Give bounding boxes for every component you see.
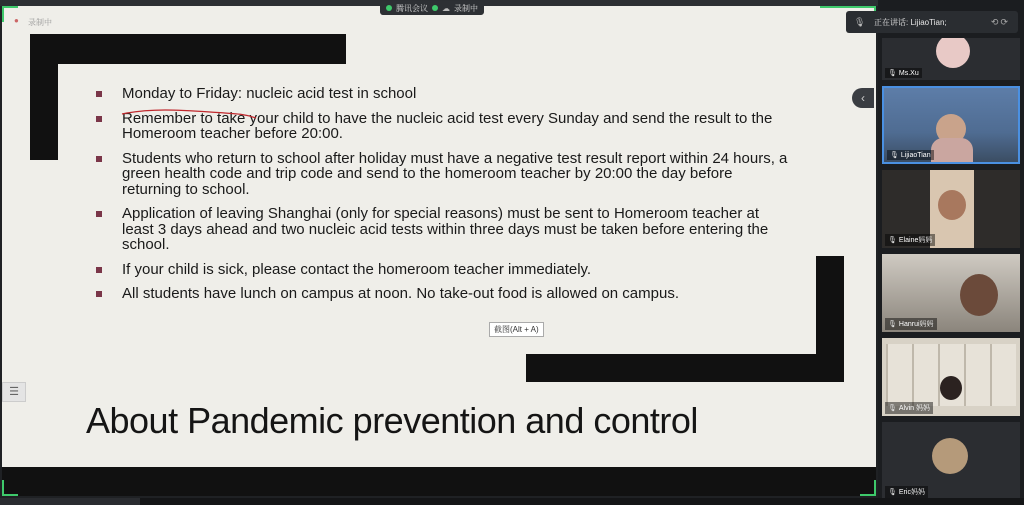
avatar	[960, 274, 998, 316]
mic-icon: 🎙	[888, 70, 897, 77]
meeting-app-name: 腾讯会议	[396, 3, 428, 13]
participant-name-tag	[885, 486, 928, 498]
meeting-recording-status: 录制中	[454, 3, 478, 13]
mic-icon: 🎙	[888, 405, 897, 412]
participant-name-tag	[885, 234, 935, 246]
avatar	[940, 376, 962, 400]
participant-tile-active[interactable]	[882, 86, 1020, 164]
participant-tile[interactable]	[882, 170, 1020, 248]
shared-screen-slide	[2, 3, 876, 496]
bullet-item	[94, 151, 794, 198]
status-dot-icon	[432, 5, 438, 11]
bullet-marker	[96, 291, 102, 297]
decor-bar-top	[30, 34, 346, 64]
signal-icon	[386, 5, 392, 11]
participant-name-tag	[885, 68, 922, 78]
participant-tile[interactable]	[882, 38, 1020, 80]
participant-name: Ms.Xu	[898, 69, 919, 77]
recording-icon: ●	[14, 16, 19, 25]
participant-name: LijiaoTian	[900, 151, 931, 159]
participant-name: Alvin 妈妈	[898, 405, 931, 412]
share-frame-corner	[2, 6, 18, 22]
bullet-item	[94, 206, 794, 253]
list-menu-icon[interactable]: ☰	[2, 382, 26, 402]
bullet-item	[94, 86, 794, 102]
speaking-indicator	[846, 11, 1018, 33]
participant-tile[interactable]	[882, 254, 1020, 332]
speaking-label: 正在讲话: LijiaoTian;	[874, 17, 947, 27]
mic-icon: 🎙	[888, 489, 897, 496]
collapse-panel-button[interactable]: ‹	[852, 88, 874, 108]
layout-icons[interactable]: ⟲⟳	[990, 16, 1010, 27]
bullet-text: Application of leaving Shanghai (only for special reasons) must be sent to Homeroom teacher at least 3 days ahead and two nucleic acid tests within three days must be taken before entering the school.	[122, 205, 769, 253]
bullet-item	[94, 286, 794, 302]
share-frame-corner	[2, 480, 18, 496]
annotation-underline	[120, 106, 260, 120]
decor-bottom-band	[2, 467, 876, 496]
share-frame-top	[820, 6, 860, 8]
mic-icon: 🎙	[888, 237, 897, 244]
taskbar	[0, 498, 1024, 505]
share-frame-corner	[860, 480, 876, 496]
participant-name-tag	[887, 150, 934, 160]
bullet-text: Remember to take your child to have the nucleic acid test every Sunday and send the result to the Homeroom teacher before 20:00.	[122, 109, 773, 142]
taskbar-item[interactable]	[0, 498, 140, 505]
bullet-marker	[96, 211, 102, 217]
bullet-marker	[96, 267, 102, 273]
recording-label: 录制中	[28, 18, 52, 27]
participant-tile[interactable]	[882, 422, 1020, 500]
mic-icon: 🎙	[888, 321, 897, 328]
bullet-marker	[96, 116, 102, 122]
decor-bar-left	[30, 34, 58, 160]
bullet-text: Monday to Friday: nucleic acid test in school	[122, 85, 417, 102]
bullet-item	[94, 262, 794, 278]
slide-title: About Pandemic prevention and control	[86, 400, 698, 441]
bullet-text: Students who return to school after holiday must have a negative test result report within 24 hours, a green health code and trip code and send to the homeroom teacher by 20:00 the day before returning to school.	[122, 149, 788, 198]
bullet-text: If your child is sick, please contact the homeroom teacher immediately.	[122, 260, 592, 278]
avatar-body	[931, 138, 973, 162]
participant-tile[interactable]	[882, 338, 1020, 416]
participant-name: Eric妈妈	[898, 489, 925, 496]
meeting-status-pill[interactable]	[380, 1, 484, 15]
avatar	[932, 438, 968, 474]
participant-name: Hanrui妈妈	[898, 321, 934, 328]
participant-name-tag	[885, 318, 937, 330]
decor-bar-bottom	[526, 354, 844, 382]
mic-icon: 🎙	[854, 16, 866, 27]
participant-name-tag	[885, 402, 933, 414]
bullet-text: All students have lunch on campus at noon. No take-out food is allowed on campus.	[122, 285, 679, 302]
bullet-marker	[96, 156, 102, 162]
avatar	[938, 190, 966, 220]
cloud-record-icon: ☁	[442, 3, 450, 13]
screenshot-tooltip: 截图(Alt + A)	[489, 322, 544, 337]
participant-name: Elaine妈妈	[898, 237, 933, 244]
avatar	[936, 38, 970, 68]
bullet-marker	[96, 91, 102, 97]
mic-icon: 🎙	[890, 152, 899, 159]
